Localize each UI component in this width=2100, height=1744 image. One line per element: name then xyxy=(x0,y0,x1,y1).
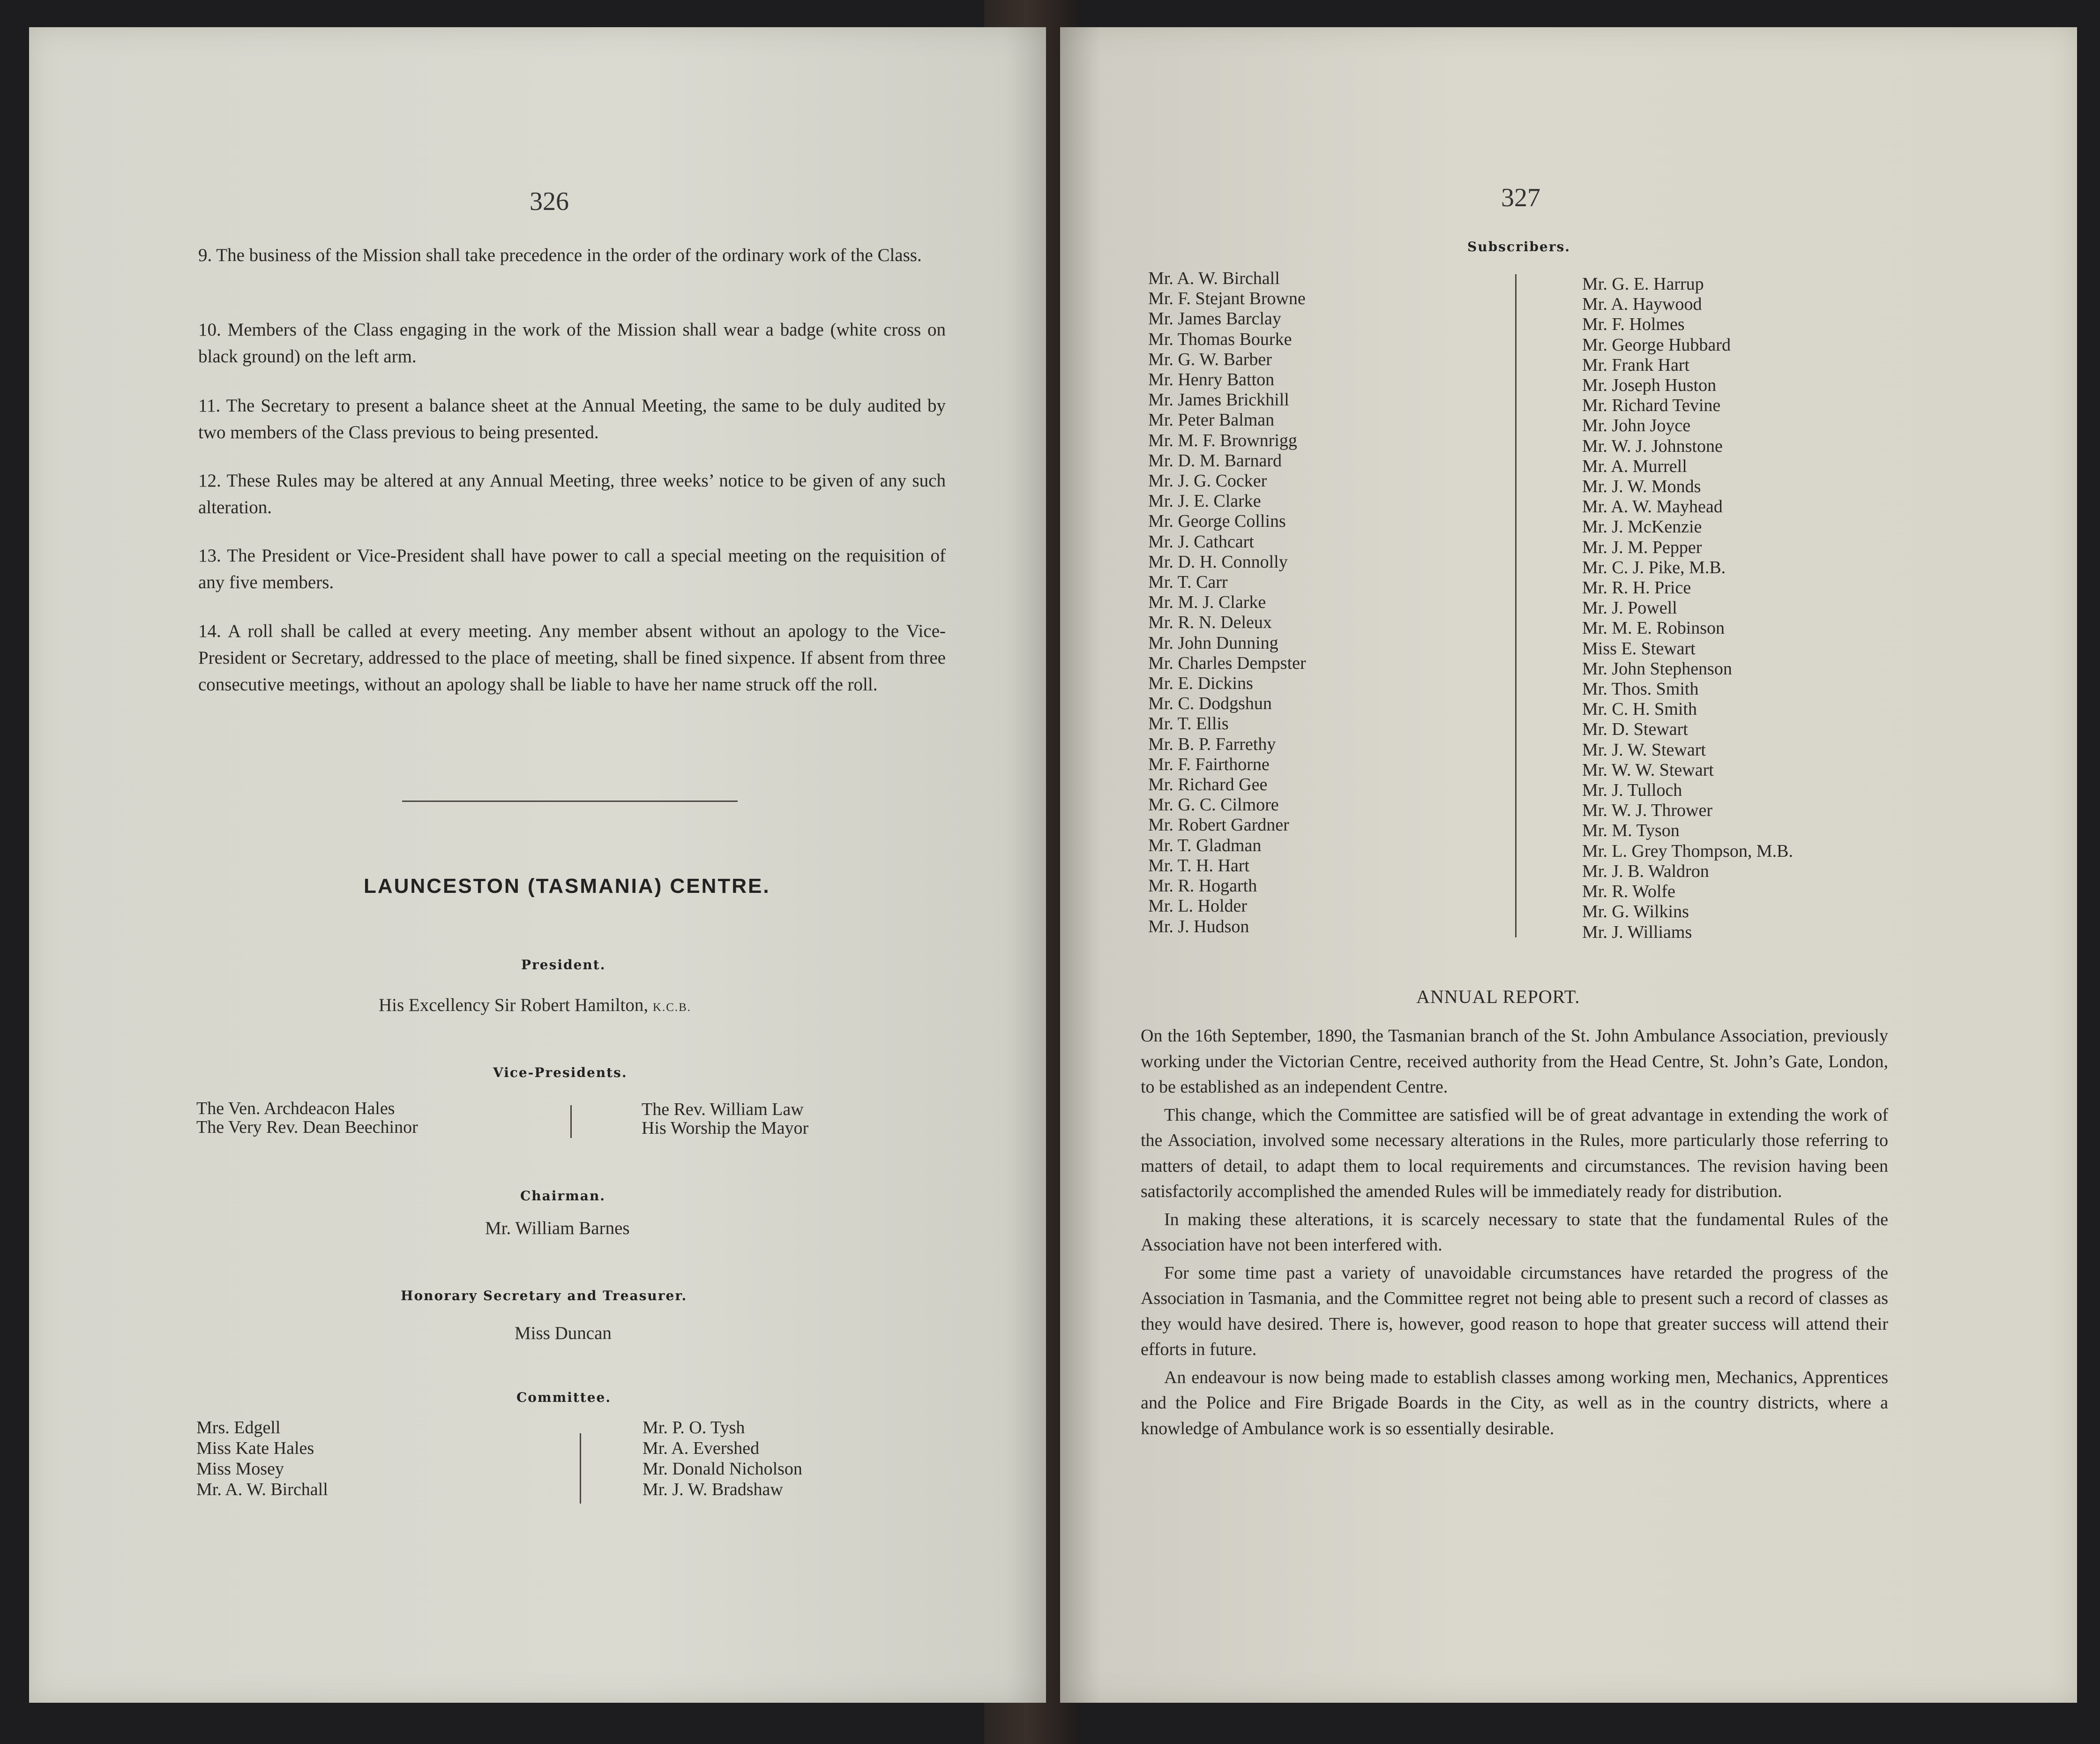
rule-10: 10. Members of the Class engaging in the work of the Mission shall wear a badge (white cross on black ground) on the left arm. xyxy=(198,320,946,367)
column-divider xyxy=(1515,274,1517,937)
vice-presidents-left xyxy=(196,1099,418,1137)
subscriber-name: Mr. C. J. Pike, M.B. xyxy=(1582,557,1726,577)
subscriber-name: Mr. D. Stewart xyxy=(1582,719,1688,740)
list-item: Mr. Donald Nicholson xyxy=(643,1459,802,1479)
subscriber-name: Mr. J. Powell xyxy=(1582,598,1677,618)
subscribers-right-column xyxy=(1582,274,1793,943)
subscriber-name: Mr. G. Wilkins xyxy=(1582,902,1689,922)
list-item: Mrs. Edgell xyxy=(196,1418,281,1437)
centre-title: LAUNCESTON (TASMANIA) CENTRE. xyxy=(364,875,770,898)
report-paragraph: An endeavour is now being made to establish classes among working men, Mechanics, Apprentices and the Police and Fire Brigade Boards in the City, as well as in the country districts, where a knowledge of Ambulance work is so essentially desirable. xyxy=(1141,1367,1888,1438)
subscribers-heading: Subscribers. xyxy=(1467,239,1571,254)
column-divider xyxy=(570,1105,572,1138)
list-item: Mr. P. O. Tysh xyxy=(643,1418,745,1437)
subscriber-name: Mr. J. W. Monds xyxy=(1582,477,1701,497)
subscriber-name: Mr. C. H. Smith xyxy=(1582,699,1697,719)
vice-presidents-right xyxy=(642,1100,808,1138)
subscriber-name: Mr. F. Holmes xyxy=(1582,314,1685,335)
subscriber-name: Mr. B. P. Farrethy xyxy=(1148,734,1276,754)
subscriber-name: Mr. A. Haywood xyxy=(1582,294,1702,314)
rule-11: 11. The Secretary to present a balance sheet at the Annual Meeting, the same to be duly audited by two members of the Class previous to being presented. xyxy=(198,396,946,442)
subscriber-name: Mr. J. G. Cocker xyxy=(1148,471,1267,491)
subscriber-name: Mr. A. W. Mayhead xyxy=(1582,497,1723,517)
president-name: His Excellency Sir Robert Hamilton, K.C.B. xyxy=(379,995,692,1015)
subscriber-name: Mr. F. Stejant Browne xyxy=(1148,289,1306,309)
list-item: Miss Kate Hales xyxy=(196,1438,314,1458)
subscriber-name: Mr. Richard Gee xyxy=(1148,775,1268,795)
report-paragraph: For some time past a variety of unavoidable circumstances have retarded the progress of the Association in Tasmania, and the Committee regret not being able to present such a record of classes as they would have desired. There is, however, good reason to hope that greater success will attend their efforts in future. xyxy=(1141,1263,1888,1359)
subscriber-name: Mr. G. E. Harrup xyxy=(1582,274,1704,294)
president-heading: President. xyxy=(521,957,606,973)
subscriber-name: Mr. R. H. Price xyxy=(1582,578,1691,598)
subscriber-name: Mr. Thos. Smith xyxy=(1582,679,1699,699)
subscriber-name: Mr. J. B. Waldron xyxy=(1582,861,1709,881)
report-paragraph: On the 16th September, 1890, the Tasmanian branch of the St. John Ambulance Association, previously working under the Victorian Centre, received authority from the Head Centre, St. John’s Gate, London, to be established as an independent Centre. xyxy=(1141,1026,1888,1097)
report-heading: ANNUAL REPORT. xyxy=(1416,986,1580,1007)
page-number-right: 327 xyxy=(1501,183,1540,212)
rule-14: 14. A roll shall be called at every meeting. Any member absent without an apology to the Vice-President or Secretary, addressed to the place of meeting, shall be fined sixpence. If absent from three consecutive meetings, without an apology shall be liable to have her name struck off the roll. xyxy=(198,621,946,695)
chairman-name: Mr. William Barnes xyxy=(485,1218,630,1238)
subscriber-name: Mr. J. Tulloch xyxy=(1582,780,1682,801)
subscriber-name: Mr. J. W. Stewart xyxy=(1582,740,1706,760)
subscriber-name: Mr. E. Dickins xyxy=(1148,674,1253,694)
subscriber-name: Mr. D. M. Barnard xyxy=(1148,450,1282,471)
subscriber-name: Mr. J. M. Pepper xyxy=(1582,537,1702,557)
chairman-heading: Chairman. xyxy=(520,1188,606,1204)
subscriber-name: Mr. John Joyce xyxy=(1582,416,1691,436)
section-divider xyxy=(402,801,738,802)
subscriber-name: Mr. T. Carr xyxy=(1148,572,1228,592)
list-item: The Very Rev. Dean Beechinor xyxy=(196,1117,418,1137)
subscriber-name: Mr. J. McKenzie xyxy=(1582,517,1702,537)
subscriber-name: Mr. R. N. Deleux xyxy=(1148,613,1272,633)
subscriber-name: Mr. James Barclay xyxy=(1148,309,1281,329)
page-number-left: 326 xyxy=(530,187,569,216)
subscriber-name: Mr. T. Ellis xyxy=(1148,714,1229,734)
subscriber-name: Mr. W. J. Johnstone xyxy=(1582,436,1723,456)
committee-heading: Committee. xyxy=(516,1390,612,1405)
subscriber-name: Mr. G. W. Barber xyxy=(1148,349,1272,369)
subscriber-name: Mr. C. Dodgshun xyxy=(1148,694,1272,714)
subscriber-name: Mr. J. Cathcart xyxy=(1148,531,1254,552)
subscriber-name: Mr. John Dunning xyxy=(1148,633,1278,653)
column-divider xyxy=(580,1433,581,1504)
subscriber-name: Mr. J. E. Clarke xyxy=(1148,491,1261,511)
subscriber-name: Mr. W. W. Stewart xyxy=(1582,760,1714,780)
subscriber-name: Mr. George Hubbard xyxy=(1582,335,1731,355)
subscriber-name: Mr. M. E. Robinson xyxy=(1582,618,1725,638)
subscriber-name: Mr. G. C. Cilmore xyxy=(1148,795,1279,815)
subscriber-name: Mr. Richard Tevine xyxy=(1582,396,1721,416)
subscriber-name: Miss E. Stewart xyxy=(1582,638,1696,659)
subscriber-name: Mr. A. W. Birchall xyxy=(1148,269,1280,288)
subscriber-name: Mr. Thomas Bourke xyxy=(1148,329,1292,349)
rule-9: 9. The business of the Mission shall take precedence in the order of the ordinary work of the Class. xyxy=(198,245,922,265)
subscriber-name: Mr. James Brickhill xyxy=(1148,390,1289,410)
subscriber-name: Mr. John Stephenson xyxy=(1582,659,1732,679)
subscriber-name: Mr. D. H. Connolly xyxy=(1148,552,1288,572)
report-paragraph: This change, which the Committee are satisfied will be of great advantage in extending the work of the Association, involved some necessary alterations in the Rules, more particularly those referring to matters of detail, to adapt them to local requirements and circumstances. The revision having been satisfactorily accomplished the amended Rules will be immediately ready for distribution. xyxy=(1141,1105,1888,1201)
subscriber-name: Mr. Peter Balman xyxy=(1148,410,1275,430)
vice-presidents-heading: Vice-Presidents. xyxy=(493,1065,628,1080)
subscriber-name: Mr. Charles Dempster xyxy=(1148,653,1306,673)
annual-report-body xyxy=(1141,1023,1888,1444)
subscriber-name: Mr. W. J. Thrower xyxy=(1582,801,1712,821)
subscriber-name: Mr. M. F. Brownrigg xyxy=(1148,430,1297,450)
list-item: Mr. A. Evershed xyxy=(643,1438,760,1458)
list-item: The Rev. William Law xyxy=(642,1100,804,1119)
committee-right xyxy=(643,1417,802,1500)
subscriber-name: Mr. M. J. Clarke xyxy=(1148,592,1266,613)
subscriber-name: Mr. R. Hogarth xyxy=(1148,876,1257,896)
report-paragraph: In making these alterations, it is scarcely necessary to state that the fundamental Rules of the Association have not been interfered with. xyxy=(1141,1209,1888,1255)
subscriber-name: Mr. J. Williams xyxy=(1582,922,1692,942)
subscribers-left-column xyxy=(1148,269,1306,937)
list-item: Miss Mosey xyxy=(196,1459,284,1479)
subscriber-name: Mr. J. Hudson xyxy=(1148,916,1249,936)
subscriber-name: Mr. Robert Gardner xyxy=(1148,815,1289,835)
subscriber-name: Mr. Frank Hart xyxy=(1582,355,1690,375)
subscriber-name: Mr. T. H. Hart xyxy=(1148,855,1250,876)
subscriber-name: Mr. A. Murrell xyxy=(1582,456,1687,476)
left-page xyxy=(29,27,1046,1703)
hon-secretary-heading: Honorary Secretary and Treasurer. xyxy=(401,1288,688,1303)
subscriber-name: Mr. George Collins xyxy=(1148,511,1286,531)
subscriber-name: Mr. L. Holder xyxy=(1148,896,1248,916)
list-item: Mr. A. W. Birchall xyxy=(196,1480,328,1499)
list-item: Mr. J. W. Bradshaw xyxy=(643,1480,783,1499)
hon-secretary-name: Miss Duncan xyxy=(515,1323,612,1343)
subscriber-name: Mr. L. Grey Thompson, M.B. xyxy=(1582,841,1794,861)
committee-left xyxy=(196,1417,328,1500)
rule-13: 13. The President or Vice-President shall have power to call a special meeting on the requisition of any five members. xyxy=(198,546,946,592)
list-item: The Ven. Archdeacon Hales xyxy=(196,1099,395,1118)
subscriber-name: Mr. M. Tyson xyxy=(1582,821,1680,841)
subscriber-name: Mr. Henry Batton xyxy=(1148,370,1275,390)
subscriber-name: Mr. T. Gladman xyxy=(1148,835,1262,855)
list-item: His Worship the Mayor xyxy=(642,1118,809,1138)
rule-12: 12. These Rules may be altered at any Annual Meeting, three weeks’ notice to be given of any such alteration. xyxy=(198,471,946,517)
subscriber-name: Mr. Joseph Huston xyxy=(1582,375,1717,396)
subscriber-name: Mr. R. Wolfe xyxy=(1582,882,1675,902)
subscriber-name: Mr. F. Fairthorne xyxy=(1148,754,1270,774)
